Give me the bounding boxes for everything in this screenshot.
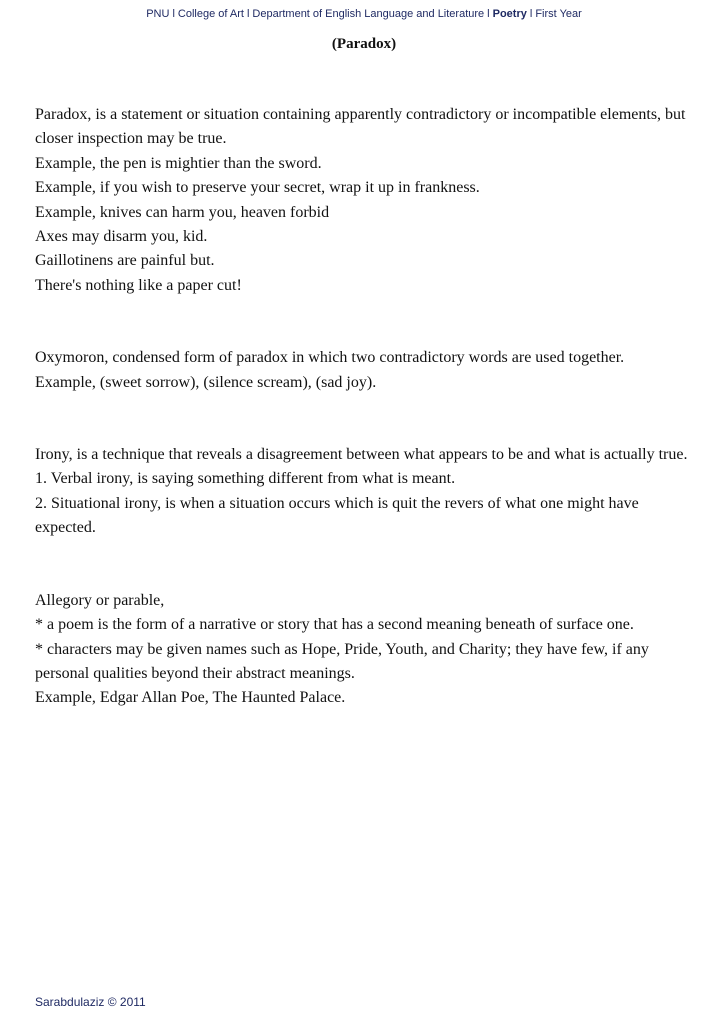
header-year: First Year: [535, 8, 582, 20]
paradox-example-line: There's nothing like a paper cut!: [35, 276, 242, 294]
irony-verbal: 1. Verbal irony, is saying something different from what is meant.: [35, 470, 456, 488]
irony-definition: Irony, is a technique that reveals a disagreement between what appears to be and what is actually true.: [35, 446, 688, 464]
header-separator: l: [529, 8, 533, 20]
header-separator: l: [487, 8, 490, 20]
running-header: [0, 8, 728, 20]
paradox-example: Example, if you wish to preserve your secret, wrap it up in frankness.: [35, 179, 480, 197]
header-separator: l: [246, 8, 250, 20]
page-footer: [35, 995, 146, 1009]
allegory-example: Example, Edgar Allan Poe, The Haunted Palace.: [35, 689, 346, 707]
paradox-example: Example, the pen is mightier than the sword.: [35, 154, 322, 172]
header-college: College of Art: [177, 8, 244, 20]
irony-section: [35, 443, 700, 541]
footer-author: Sarabdulaziz: [35, 995, 105, 1009]
irony-situational: 2. Situational irony, is when a situation occurs which is quit the revers of what one might have expected.: [35, 494, 639, 537]
paradox-definition: Paradox, is a statement or situation containing apparently contradictory or incompatible elements, but closer inspection may be true.: [35, 106, 686, 148]
document-body: [35, 103, 700, 711]
allegory-point: * a poem is the form of a narrative or story that has a second meaning beneath of surface one.: [35, 616, 634, 634]
header-separator: l: [172, 8, 175, 20]
footer-year: 2011: [119, 995, 146, 1009]
paradox-example: Example, knives can harm you, heaven forbid: [35, 203, 330, 221]
paradox-example-line: Gaillotinens are painful but.: [35, 252, 215, 270]
allegory-section: [35, 589, 700, 711]
paradox-section: [35, 103, 700, 298]
oxymoron-section: [35, 346, 700, 395]
paradox-example-line: Axes may disarm you, kid.: [35, 228, 208, 246]
oxymoron-example: Example, (sweet sorrow), (silence scream), (sad joy).: [35, 373, 377, 391]
header-department: Department of English Language and Literature: [252, 8, 485, 20]
copyright-icon: ©: [107, 995, 117, 1009]
page-title: (Paradox): [331, 36, 397, 52]
header-subject: Poetry: [492, 8, 527, 20]
oxymoron-definition: Oxymoron, condensed form of paradox in which two contradictory words are used together.: [35, 349, 625, 367]
allegory-point: * characters may be given names such as Hope, Pride, Youth, and Charity; they have few, if any personal qualities beyond their abstract meanings.: [35, 640, 649, 682]
header-university: PNU: [146, 8, 170, 20]
allegory-heading: Allegory or parable,: [35, 591, 165, 609]
